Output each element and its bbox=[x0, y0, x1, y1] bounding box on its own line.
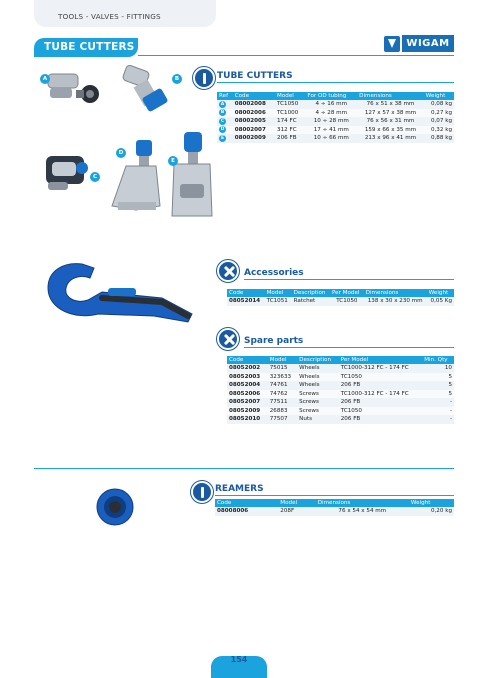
category-title-bar bbox=[34, 38, 138, 57]
col-dimensions: Dimensions bbox=[357, 92, 424, 100]
col-weight: Weight bbox=[409, 499, 454, 507]
code-cell: 08002005 bbox=[233, 117, 275, 126]
weight-cell: 0,08 kg bbox=[424, 100, 454, 109]
col-model: Model bbox=[278, 499, 315, 507]
weight-cell: 0,20 kg bbox=[409, 507, 454, 516]
col-per-model: Per Model bbox=[339, 356, 422, 364]
model-cell: 74761 bbox=[268, 381, 297, 390]
ref-badge: B bbox=[220, 110, 225, 116]
col-description: Description bbox=[297, 356, 339, 364]
page-number-tab bbox=[211, 656, 267, 678]
description-cell: Screws bbox=[297, 398, 339, 407]
info-icon bbox=[193, 67, 215, 89]
table-row bbox=[227, 373, 454, 382]
table-row bbox=[227, 381, 454, 390]
min-qty-cell: - bbox=[422, 398, 454, 407]
tube-cutter-c-image bbox=[42, 148, 96, 198]
tube-cutter-b-image bbox=[120, 62, 174, 118]
col-code: Code bbox=[227, 356, 268, 364]
table-row bbox=[217, 126, 454, 135]
table-row bbox=[227, 364, 454, 373]
accessories-table bbox=[227, 289, 454, 306]
od-cell: 10 ÷ 66 mm bbox=[305, 134, 357, 143]
min-qty-cell: - bbox=[422, 407, 454, 416]
dimensions-cell: 213 x 96 x 41 mm bbox=[357, 134, 424, 143]
tube-cutters-title: TUBE CUTTERS bbox=[217, 71, 293, 81]
col-ref: Ref bbox=[217, 92, 233, 100]
table-row bbox=[217, 134, 454, 143]
col-model: Model bbox=[275, 92, 305, 100]
table-header-row bbox=[215, 499, 454, 507]
code-cell: 08052003 bbox=[227, 373, 268, 382]
code-cell: 08052002 bbox=[227, 364, 268, 373]
weight-cell: 0,32 kg bbox=[424, 126, 454, 135]
description-cell: Nuts bbox=[297, 415, 339, 424]
dimensions-cell: 138 x 30 x 230 mm bbox=[364, 297, 427, 306]
table-row bbox=[217, 109, 454, 118]
per-model-cell: TC1050 bbox=[330, 297, 364, 306]
figure-letter-d: D bbox=[116, 148, 126, 158]
model-cell: 75015 bbox=[268, 364, 297, 373]
model-cell: TC1000 bbox=[275, 109, 305, 118]
per-model-cell: TC1050 bbox=[339, 373, 422, 382]
model-cell: 206 FB bbox=[275, 134, 305, 143]
ratchet-cutter-image bbox=[42, 258, 198, 328]
od-cell: 17 ÷ 41 mm bbox=[305, 126, 357, 135]
min-qty-cell: 5 bbox=[422, 390, 454, 399]
dimensions-cell: 76 x 56 x 31 mm bbox=[357, 117, 424, 126]
spare-parts-rule bbox=[244, 347, 454, 348]
tube-cutter-a-image bbox=[40, 64, 106, 110]
dimensions-cell: 76 x 54 x 54 mm bbox=[316, 507, 409, 516]
figure-letter-b: B bbox=[172, 74, 182, 84]
table-row bbox=[227, 390, 454, 399]
col-dimensions: Dimensions bbox=[316, 499, 409, 507]
reamers-table bbox=[215, 499, 454, 516]
dimensions-cell: 76 x 51 x 38 mm bbox=[357, 100, 424, 109]
col-dimensions: Dimensions bbox=[364, 289, 427, 297]
od-cell: 4 ÷ 16 mm bbox=[305, 100, 357, 109]
description-cell: Wheels bbox=[297, 364, 339, 373]
min-qty-cell: 10 bbox=[422, 364, 454, 373]
code-cell: 08052010 bbox=[227, 415, 268, 424]
per-model-cell: TC1000-312 FC - 174 FC bbox=[339, 390, 422, 399]
min-qty-cell: - bbox=[422, 415, 454, 424]
tube-cutters-rule bbox=[217, 82, 454, 83]
model-cell: 77511 bbox=[268, 398, 297, 407]
breadcrumb: TOOLS - VALVES - FITTINGS bbox=[34, 0, 216, 27]
dimensions-cell: 159 x 66 x 35 mm bbox=[357, 126, 424, 135]
model-cell: 77507 bbox=[268, 415, 297, 424]
ref-badge: C bbox=[220, 118, 225, 124]
page-number: 154 bbox=[230, 655, 248, 664]
table-header-row bbox=[217, 92, 454, 100]
table-row bbox=[227, 407, 454, 416]
col-code: Code bbox=[215, 499, 278, 507]
reamers-rule bbox=[215, 495, 454, 496]
category-rule bbox=[138, 55, 454, 56]
col-description: Description bbox=[292, 289, 330, 297]
spare-parts-table bbox=[227, 356, 454, 424]
per-model-cell: TC1000-312 FC - 174 FC bbox=[339, 364, 422, 373]
model-cell: 74762 bbox=[268, 390, 297, 399]
col-model: Model bbox=[265, 289, 292, 297]
per-model-cell: 206 FB bbox=[339, 415, 422, 424]
spare-parts-title: Spare parts bbox=[244, 336, 304, 346]
wrench-icon bbox=[217, 260, 239, 282]
description-cell: Screws bbox=[297, 407, 339, 416]
model-cell: 174 FC bbox=[275, 117, 305, 126]
description-cell: Wheels bbox=[297, 381, 339, 390]
col-od-tubing: For OD tubing bbox=[305, 92, 357, 100]
model-cell: 312 FC bbox=[275, 126, 305, 135]
weight-cell: 0,05 Kg bbox=[427, 297, 454, 306]
model-cell: TC1051 bbox=[265, 297, 292, 306]
min-qty-cell: 5 bbox=[422, 381, 454, 390]
figure-letter-c: C bbox=[90, 172, 100, 182]
figure-letter-e: E bbox=[168, 156, 178, 166]
od-cell: 10 ÷ 28 mm bbox=[305, 117, 357, 126]
col-weight: Weight bbox=[427, 289, 454, 297]
ref-badge: A bbox=[220, 101, 225, 107]
category-title: TUBE CUTTERS bbox=[44, 41, 135, 53]
reamers-title: REAMERS bbox=[215, 484, 264, 494]
code-cell: 08002006 bbox=[233, 109, 275, 118]
accessories-title: Accessories bbox=[244, 268, 304, 278]
brand-name: WIGAM bbox=[402, 35, 454, 52]
table-header-row bbox=[227, 289, 454, 297]
code-cell: 08008006 bbox=[215, 507, 278, 516]
section-divider bbox=[34, 468, 454, 469]
min-qty-cell: 5 bbox=[422, 373, 454, 382]
table-row bbox=[215, 507, 454, 516]
tube-cutters-table bbox=[217, 92, 454, 143]
col-model: Model bbox=[268, 356, 297, 364]
code-cell: 08002008 bbox=[233, 100, 275, 109]
per-model-cell: TC1050 bbox=[339, 407, 422, 416]
figure-letter-a: A bbox=[40, 74, 50, 84]
col-weight: Weight bbox=[424, 92, 454, 100]
code-cell: 08002007 bbox=[233, 126, 275, 135]
code-cell: 08052014 bbox=[227, 297, 265, 306]
weight-cell: 0,07 kg bbox=[424, 117, 454, 126]
model-cell: 26883 bbox=[268, 407, 297, 416]
per-model-cell: 206 FB bbox=[339, 381, 422, 390]
col-min-qty: Min. Qty bbox=[422, 356, 454, 364]
table-header-row bbox=[227, 356, 454, 364]
weight-cell: 0,88 kg bbox=[424, 134, 454, 143]
description-cell: Wheels bbox=[297, 373, 339, 382]
brand-logo bbox=[384, 36, 454, 52]
description-cell: Ratchet bbox=[292, 297, 330, 306]
ref-badge: E bbox=[220, 135, 225, 141]
table-row bbox=[217, 117, 454, 126]
accessories-rule bbox=[244, 279, 454, 280]
model-cell: 208F bbox=[278, 507, 315, 516]
code-cell: 08002009 bbox=[233, 134, 275, 143]
tube-cutter-e-image bbox=[166, 130, 218, 224]
tube-cutter-d-image bbox=[106, 136, 164, 216]
table-row bbox=[227, 398, 454, 407]
dimensions-cell: 127 x 57 x 38 mm bbox=[357, 109, 424, 118]
brand-logo-icon bbox=[384, 36, 400, 52]
code-cell: 08052004 bbox=[227, 381, 268, 390]
ref-badge: D bbox=[220, 127, 225, 133]
code-cell: 08052009 bbox=[227, 407, 268, 416]
col-code: Code bbox=[233, 92, 275, 100]
table-row bbox=[227, 415, 454, 424]
wrench-icon bbox=[217, 328, 239, 350]
col-per-model: Per Model bbox=[330, 289, 364, 297]
model-cell: 323633 bbox=[268, 373, 297, 382]
per-model-cell: 206 FB bbox=[339, 398, 422, 407]
info-icon bbox=[191, 481, 213, 503]
col-code: Code bbox=[227, 289, 265, 297]
table-row bbox=[227, 297, 454, 306]
code-cell: 08052006 bbox=[227, 390, 268, 399]
table-row bbox=[217, 100, 454, 109]
weight-cell: 0,27 kg bbox=[424, 109, 454, 118]
code-cell: 08052007 bbox=[227, 398, 268, 407]
od-cell: 4 ÷ 28 mm bbox=[305, 109, 357, 118]
description-cell: Screws bbox=[297, 390, 339, 399]
reamer-image bbox=[94, 486, 136, 528]
model-cell: TC1050 bbox=[275, 100, 305, 109]
